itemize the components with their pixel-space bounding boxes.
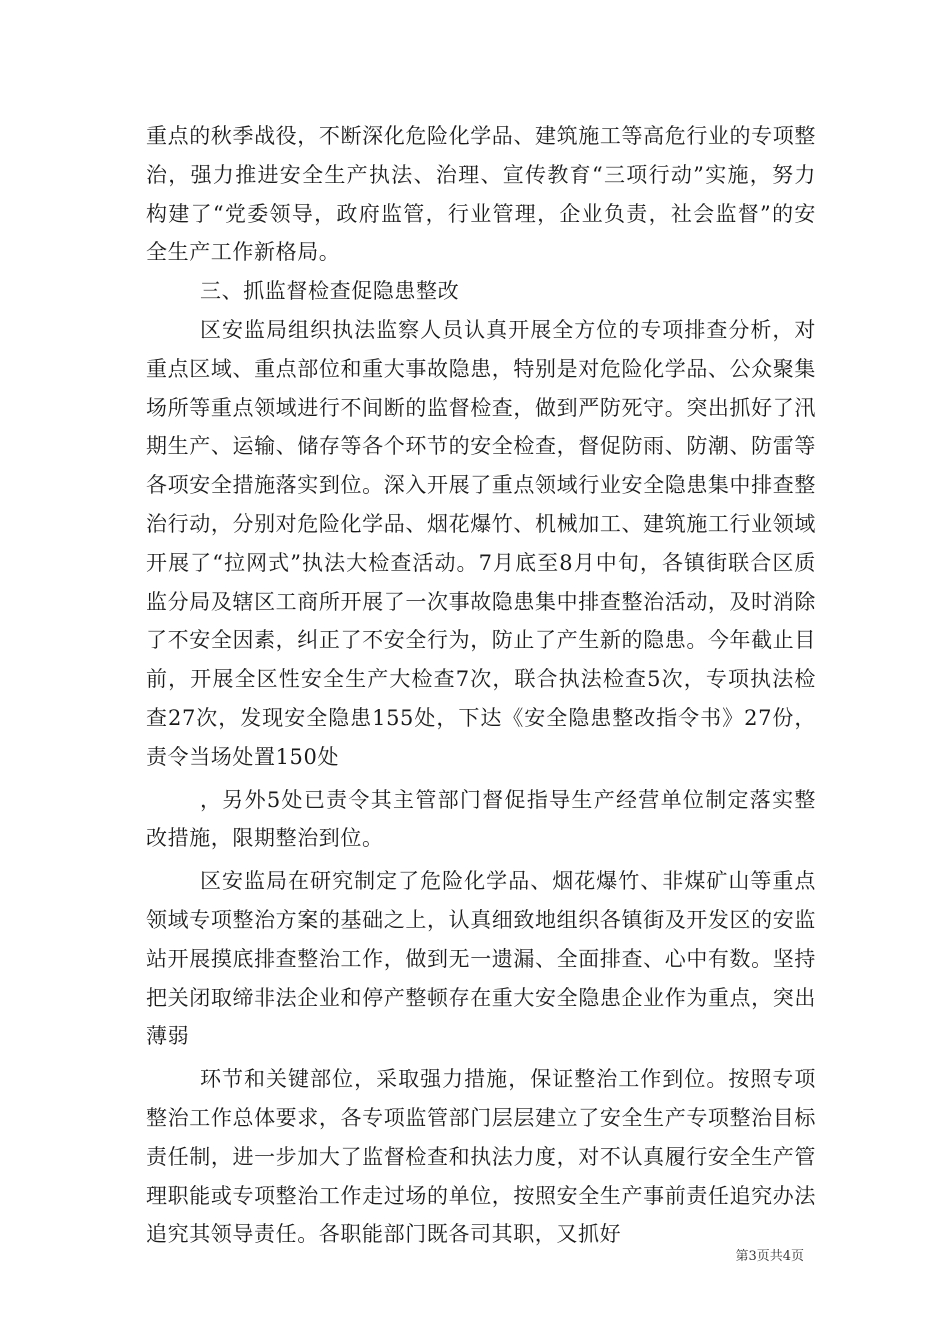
paragraph-inspection: 区安监局组织执法监察人员认真开展全方位的专项排查分析，对重点区域、重点部位和重大事故隐患，特别是对危险化学品、公众聚集场所等重点领域进行不间断的监督检查，做到严防死守。突出抓好了汛期生产、运输、储存等各个环节的安全检查，督促防雨、防潮、防雷等各项安全措施落实到位。深入开展了重点领域行业安全隐患集中排查整治行动，分别对危险化学品、烟花爆竹、机械加工、建筑施工行业领域开展了“拉网式”执法大检查活动。7月底至8月中旬，各镇街联合区质监分局及辖区工商所开展了一次事故隐患集中排查整治活动，及时消除了不安全因素，纠正了不安全行为，防止了产生新的隐患。今年截止目前，开展全区性安全生产大检查7次，联合执法检查5次，专项执法检查27次，发现安全隐患155处，下达《安全隐患整改指令书》27份，责令当场处置150处: [146, 317, 816, 769]
page-number-footer: 第3页共4页: [735, 1249, 804, 1264]
paragraph-key-links: 环节和关键部位，采取强力措施，保证整治工作到位。按照专项整治工作总体要求，各专项监管部门层层建立了安全生产专项整治目标责任制，进一步加大了监督检查和执法力度，对不认真履行安全生产管理职能或专项整治工作走过场的单位，按照安全生产事前责任追究办法追究其领导责任。各职能部门既各司其职，又抓好: [146, 1067, 816, 1247]
paragraph-continuation: 重点的秋季战役，不断深化危险化学品、建筑施工等高危行业的专项整治，强力推进安全生产执法、治理、宣传教育“三项行动”实施，努力构建了“党委领导，政府监管，行业管理，企业负责，社会监督”的安全生产工作新格局。: [146, 124, 816, 265]
paragraph-followup: ，另外5处已责令其主管部门督促指导生产经营单位制定落实整改措施，限期整治到位。: [146, 787, 816, 851]
section-heading: 三、抓监督检查促隐患整改: [200, 279, 460, 304]
paragraph-special-rectification: 区安监局在研究制定了危险化学品、烟花爆竹、非煤矿山等重点领域专项整治方案的基础之上，认真细致地组织各镇街及开发区的安监站开展摸底排查整治工作，做到无一遗漏、全面排查、心中有数。坚持把关闭取缔非法企业和停产整顿存在重大安全隐患企业作为重点，突出薄弱: [146, 869, 816, 1049]
document-body: [146, 117, 816, 1254]
